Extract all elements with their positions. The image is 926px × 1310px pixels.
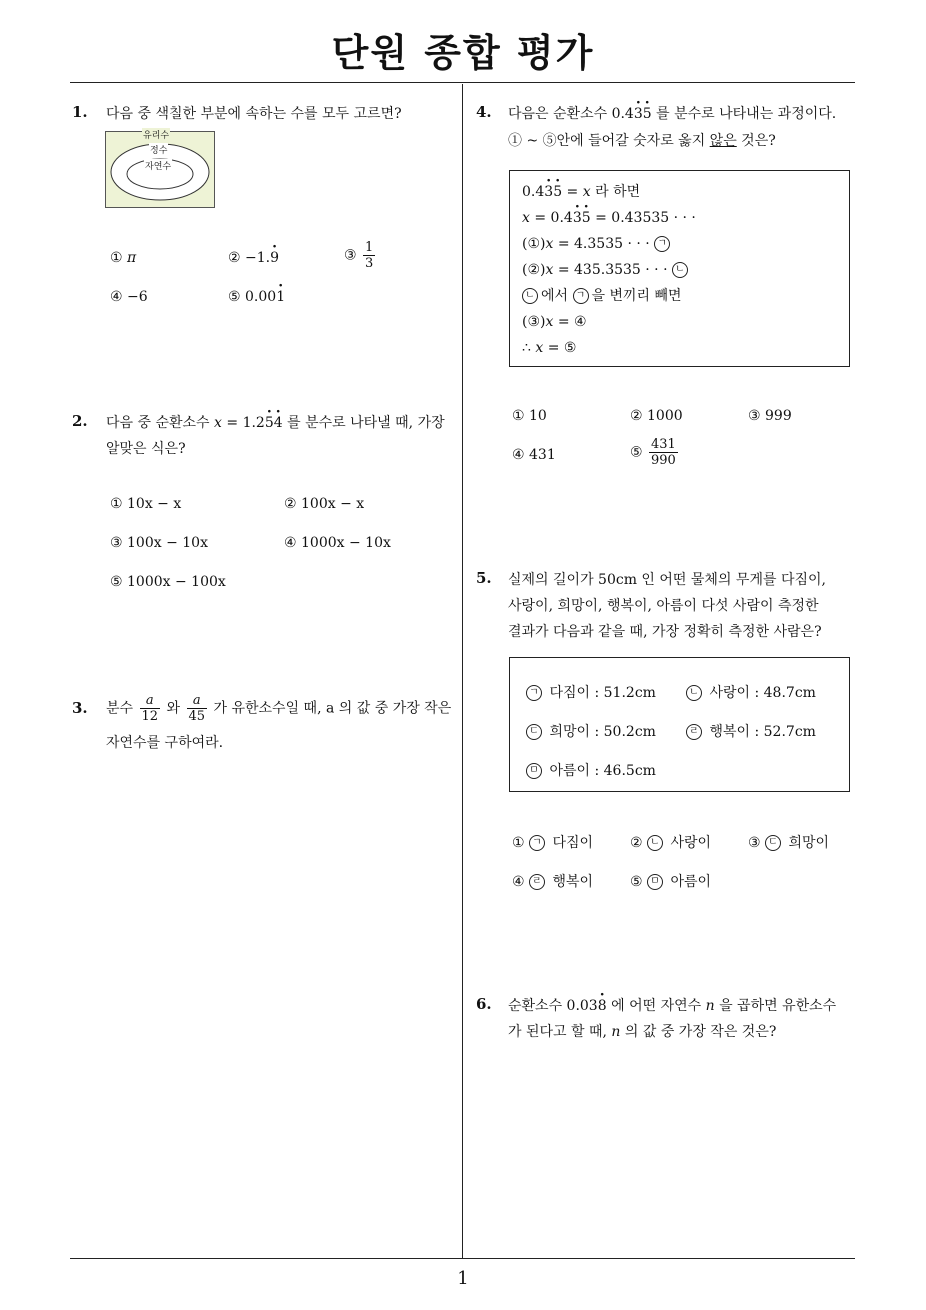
question-4-number: 4. xyxy=(476,103,492,121)
q1-option-5[interactable]: ⑤ 0.001 · xyxy=(228,289,285,305)
q4-option-1[interactable]: ① 10 xyxy=(512,408,547,424)
q4-option-2[interactable]: ② 1000 xyxy=(630,408,683,424)
question-3-number: 3. xyxy=(72,699,88,717)
q4-box-line-2: x = 0.43 ·5 · = 0.43535 · · · xyxy=(522,205,696,231)
question-5-number: 5. xyxy=(476,569,492,587)
fraction-431-990: $\frac{431}{990}$ xyxy=(651,437,676,468)
q4-box-line-5: ㄴ 에서 ㄱ 을 변끼리 빼면 xyxy=(522,283,682,309)
q4-option-4[interactable]: ④ 431 xyxy=(512,447,556,463)
q4-box-line-3: (①)x = 4.3535 · · · ㄱ xyxy=(522,231,673,257)
question-2-text: 다음 중 순환소수 x = 1.25 ·4 · 를 분수로 나타낼 때, 가장 xyxy=(106,410,445,436)
question-6-number: 6. xyxy=(476,995,492,1013)
question-6-text: 순환소수 0.038 · 에 어떤 자연수 n 을 곱하면 유한소수 xyxy=(508,993,836,1019)
question-5-line-3: 결과가 다음과 같을 때, 가장 정확히 측정한 사람은? xyxy=(508,624,822,640)
question-6-text-cont: 가 된다고 할 때, n 의 값 중 가장 작은 것은? xyxy=(508,1024,777,1040)
page-title: 단원 종합 평가 xyxy=(331,31,595,75)
question-5-line-2: 사랑이, 희망이, 행복이, 아름이 다섯 사람이 측정한 xyxy=(508,598,819,614)
q5-box-item-3: ㄷ 희망이 : 50.2cm xyxy=(526,719,656,745)
venn-label-integer: 정수 xyxy=(149,143,168,156)
q4-box-line-1: 0.43 ·5 · = x 라 하면 xyxy=(522,179,640,205)
question-1-text: 다음 중 색칠한 부분에 속하는 수를 모두 고르면? xyxy=(106,106,402,122)
venn-label-natural: 자연수 xyxy=(144,159,172,172)
venn-label-rational: 유리수 xyxy=(142,128,170,141)
q1-option-1[interactable]: ① π xyxy=(110,250,137,266)
q5-option-2[interactable]: ② ㄴ 사랑이 xyxy=(630,835,712,851)
q5-option-5[interactable]: ⑤ ㅁ 아름이 xyxy=(630,874,712,890)
q4-box-line-6: (③)x = ④ xyxy=(522,314,587,330)
q4-option-5[interactable]: ⑤ $\frac{431}{990}$ xyxy=(630,437,676,468)
fraction-a-12: $\frac{a}{12}$ xyxy=(141,693,159,724)
q4-option-3[interactable]: ③ 999 xyxy=(748,408,792,424)
question-4-text-cont: ① ~ ⑤안에 들어갈 숫자로 옳지 않은 것은? xyxy=(508,133,776,149)
q1-option-1-math: π xyxy=(127,250,137,266)
q1-option-4[interactable]: ④ −6 xyxy=(110,289,148,305)
page-number: 1 xyxy=(457,1268,469,1289)
q2-option-5[interactable]: ⑤ 1000x − 100x xyxy=(110,574,226,590)
q4-box-line-4: (②)x = 435.3535 · · · ㄴ xyxy=(522,257,691,283)
q1-option-3[interactable]: ③ $\frac{1}{3}$ xyxy=(344,240,374,271)
question-1-number: 1. xyxy=(72,103,88,121)
footer-divider xyxy=(70,1258,855,1259)
repeating-digit: 1 · xyxy=(276,289,285,305)
q5-measure-box xyxy=(509,657,850,792)
question-5-line-1: 실제의 길이가 50cm 인 어떤 물체의 무게를 다짐이, xyxy=(508,572,826,588)
fraction-one-third: $\frac{1}{3}$ xyxy=(365,240,374,271)
question-4-text: 다음은 순환소수 0.43 ·5 · 를 분수로 나타내는 과정이다. xyxy=(508,101,836,127)
q2-option-1[interactable]: ① 10x − x xyxy=(110,496,182,512)
q2-option-4[interactable]: ④ 1000x − 10x xyxy=(284,535,391,551)
q5-box-item-1: ㄱ 다짐이 : 51.2cm xyxy=(526,680,656,706)
q5-box-item-4: ㄹ 행복이 : 52.7cm xyxy=(686,719,816,745)
q4-box-line-7: ∴ x = ⑤ xyxy=(522,340,577,356)
q2-option-3[interactable]: ③ 100x − 10x xyxy=(110,535,208,551)
fraction-a-45: $\frac{a}{45}$ xyxy=(188,693,206,724)
question-2-number: 2. xyxy=(72,412,88,430)
repeating-digit: 9 · xyxy=(270,250,279,266)
q1-option-2[interactable]: ② −1.9 · xyxy=(228,250,279,266)
q5-option-1[interactable]: ① ㄱ 다짐이 xyxy=(512,835,594,851)
header-divider xyxy=(70,82,855,83)
question-2-text-cont: 알맞은 식은? xyxy=(106,441,186,457)
column-divider xyxy=(462,84,463,1259)
q5-box-item-5: ㅁ 아름이 : 46.5cm xyxy=(526,758,656,784)
q2-option-2[interactable]: ② 100x − x xyxy=(284,496,365,512)
q5-box-item-2: ㄴ 사랑이 : 48.7cm xyxy=(686,680,816,706)
question-3-text-cont: 자연수를 구하여라. xyxy=(106,735,224,751)
venn-diagram xyxy=(105,131,215,208)
q4-process-box xyxy=(509,170,850,367)
question-3-text: 분수 $\frac{a}{12}$ 와 $\frac{a}{45}$ 가 유한소수일 때, a 의 값 중 가장 작은 xyxy=(106,693,452,724)
q5-option-4[interactable]: ④ ㄹ 행복이 xyxy=(512,874,594,890)
q5-option-3[interactable]: ③ ㄷ 희망이 xyxy=(748,835,830,851)
